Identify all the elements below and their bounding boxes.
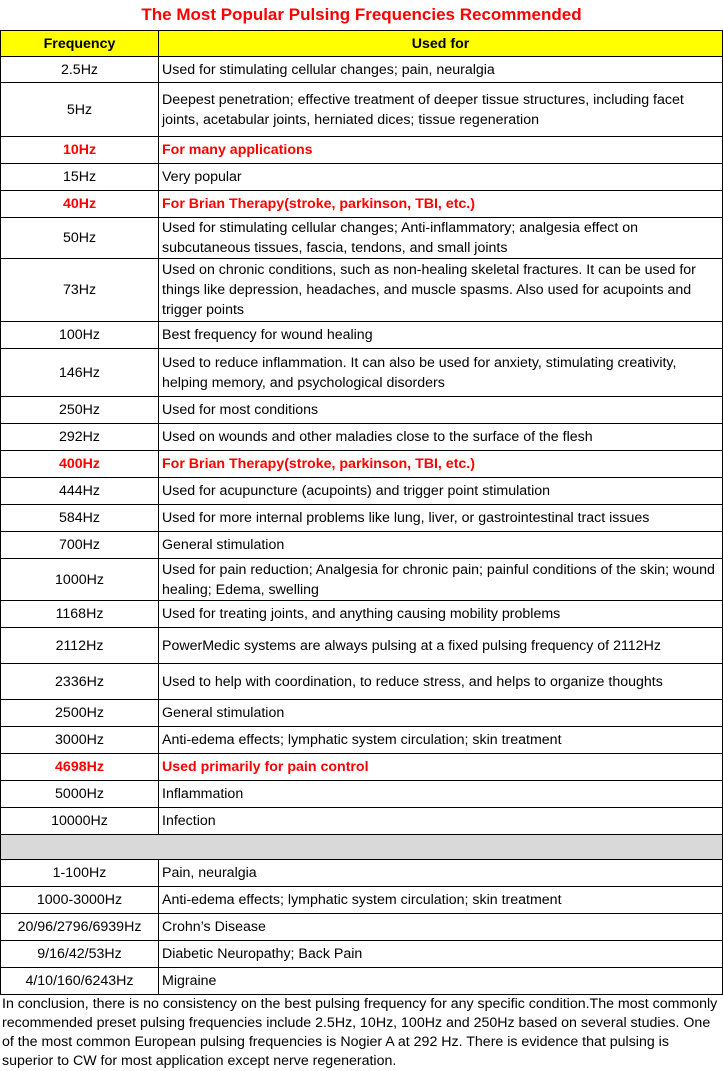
used-for-cell: Infection [159, 808, 723, 835]
frequency-cell: 15Hz [1, 164, 159, 191]
table-row [1, 83, 723, 137]
frequency-cell: 584Hz [1, 505, 159, 532]
used-for-cell: For Brian Therapy(stroke, parkinson, TBI, etc.) [159, 191, 723, 218]
table-row [1, 860, 723, 887]
used-for-cell: Used to reduce inflammation. It can also be used for anxiety, stimulating creativity, helping memory, and psychological disorders [159, 349, 723, 397]
used-for-cell: Migraine [159, 968, 723, 995]
frequency-cell: 9/16/42/53Hz [1, 941, 159, 968]
table-row [1, 941, 723, 968]
separator-cell [1, 835, 723, 860]
used-for-cell: Anti-edema effects; lymphatic system circulation; skin treatment [159, 727, 723, 754]
frequency-cell: 292Hz [1, 424, 159, 451]
used-for-cell: Very popular [159, 164, 723, 191]
table-row [1, 727, 723, 754]
table-body [1, 57, 723, 995]
frequency-cell: 1000-3000Hz [1, 887, 159, 914]
frequency-cell: 50Hz [1, 218, 159, 259]
frequency-cell: 5000Hz [1, 781, 159, 808]
used-for-cell: Crohn’s Disease [159, 914, 723, 941]
table-row [1, 781, 723, 808]
table-header-row [1, 31, 723, 57]
table-row [1, 397, 723, 424]
table-row [1, 191, 723, 218]
table-row [1, 559, 723, 601]
used-for-cell: Used for most conditions [159, 397, 723, 424]
used-for-cell: General stimulation [159, 700, 723, 727]
table-row [1, 628, 723, 664]
used-for-cell: Anti-edema effects; lymphatic system circulation; skin treatment [159, 887, 723, 914]
table-row [1, 478, 723, 505]
used-for-cell: Used on chronic conditions, such as non-healing skeletal fractures. It can be used for things like depression, headaches, and muscle spasms. Also used for acupoints and trigger points [159, 259, 723, 322]
frequency-cell: 2.5Hz [1, 57, 159, 83]
used-for-cell: Pain, neuralgia [159, 860, 723, 887]
table-row [1, 259, 723, 322]
used-for-cell: PowerMedic systems are always pulsing at a fixed pulsing frequency of 2112Hz [159, 628, 723, 664]
used-for-cell: Used on wounds and other maladies close to the surface of the flesh [159, 424, 723, 451]
used-for-cell: General stimulation [159, 532, 723, 559]
table-row [1, 164, 723, 191]
used-for-cell: Used primarily for pain control [159, 754, 723, 781]
frequency-cell: 20/96/2796/6939Hz [1, 914, 159, 941]
table-row [1, 532, 723, 559]
used-for-cell: Deepest penetration; effective treatment of deeper tissue structures, including facet joints, acetabular joints, herniated dices; tissue regeneration [159, 83, 723, 137]
used-for-cell: For Brian Therapy(stroke, parkinson, TBI, etc.) [159, 451, 723, 478]
frequency-cell: 10000Hz [1, 808, 159, 835]
table-row [1, 968, 723, 995]
table-row [1, 451, 723, 478]
frequency-cell: 700Hz [1, 532, 159, 559]
page-title: The Most Popular Pulsing Frequencies Recommended [141, 5, 582, 24]
section-separator [1, 835, 723, 860]
frequency-table [0, 30, 723, 995]
frequency-cell: 5Hz [1, 83, 159, 137]
used-for-cell: Inflammation [159, 781, 723, 808]
used-for-cell: Used for acupuncture (acupoints) and trigger point stimulation [159, 478, 723, 505]
frequency-cell: 250Hz [1, 397, 159, 424]
table-row [1, 754, 723, 781]
frequency-column-header: Frequency [1, 31, 159, 57]
used-for-cell: Used for treating joints, and anything causing mobility problems [159, 601, 723, 628]
frequency-cell: 146Hz [1, 349, 159, 397]
frequency-cell: 2500Hz [1, 700, 159, 727]
table-row [1, 914, 723, 941]
frequency-cell: 100Hz [1, 322, 159, 349]
table-row [1, 664, 723, 700]
used-for-cell: Used for pain reduction; Analgesia for chronic pain; painful conditions of the skin; wound healing; Edema, swelling [159, 559, 723, 601]
table-row [1, 218, 723, 259]
frequency-cell: 1000Hz [1, 559, 159, 601]
table-row [1, 505, 723, 532]
table-row [1, 137, 723, 164]
frequency-cell: 73Hz [1, 259, 159, 322]
frequency-cell: 400Hz [1, 451, 159, 478]
used-for-column-header: Used for [159, 31, 723, 57]
table-row [1, 887, 723, 914]
conclusion-text: In conclusion, there is no consistency on the best pulsing frequency for any specific condition.The most commonly recommended preset pulsing frequencies include 2.5Hz, 10Hz, 100Hz and 250Hz based on several studies. One of the most common European pulsing frequencies is Nogier A at 292 Hz. There is evidence that pulsing is superior to CW for most application except nerve regeneration. [2, 996, 718, 1069]
frequency-cell: 4698Hz [1, 754, 159, 781]
frequency-cell: 1-100Hz [1, 860, 159, 887]
used-for-cell: Used for more internal problems like lung, liver, or gastrointestinal tract issues [159, 505, 723, 532]
used-for-cell: Used for stimulating cellular changes; pain, neuralgia [159, 57, 723, 83]
used-for-cell: Best frequency for wound healing [159, 322, 723, 349]
table-row [1, 424, 723, 451]
used-for-cell: Diabetic Neuropathy; Back Pain [159, 941, 723, 968]
frequency-cell: 4/10/160/6243Hz [1, 968, 159, 995]
used-for-cell: For many applications [159, 137, 723, 164]
used-for-cell: Used for stimulating cellular changes; Anti-inflammatory; analgesia effect on subcutaneous tissues, fascia, tendons, and small joints [159, 218, 723, 259]
used-for-cell: Used to help with coordination, to reduce stress, and helps to organize thoughts [159, 664, 723, 700]
frequency-cell: 2336Hz [1, 664, 159, 700]
frequency-cell: 2112Hz [1, 628, 159, 664]
frequency-cell: 1168Hz [1, 601, 159, 628]
table-row [1, 322, 723, 349]
table-row [1, 700, 723, 727]
frequency-cell: 444Hz [1, 478, 159, 505]
frequency-cell: 10Hz [1, 137, 159, 164]
table-row [1, 808, 723, 835]
table-row [1, 601, 723, 628]
frequency-cell: 3000Hz [1, 727, 159, 754]
frequency-cell: 40Hz [1, 191, 159, 218]
table-row [1, 349, 723, 397]
table-row [1, 57, 723, 83]
